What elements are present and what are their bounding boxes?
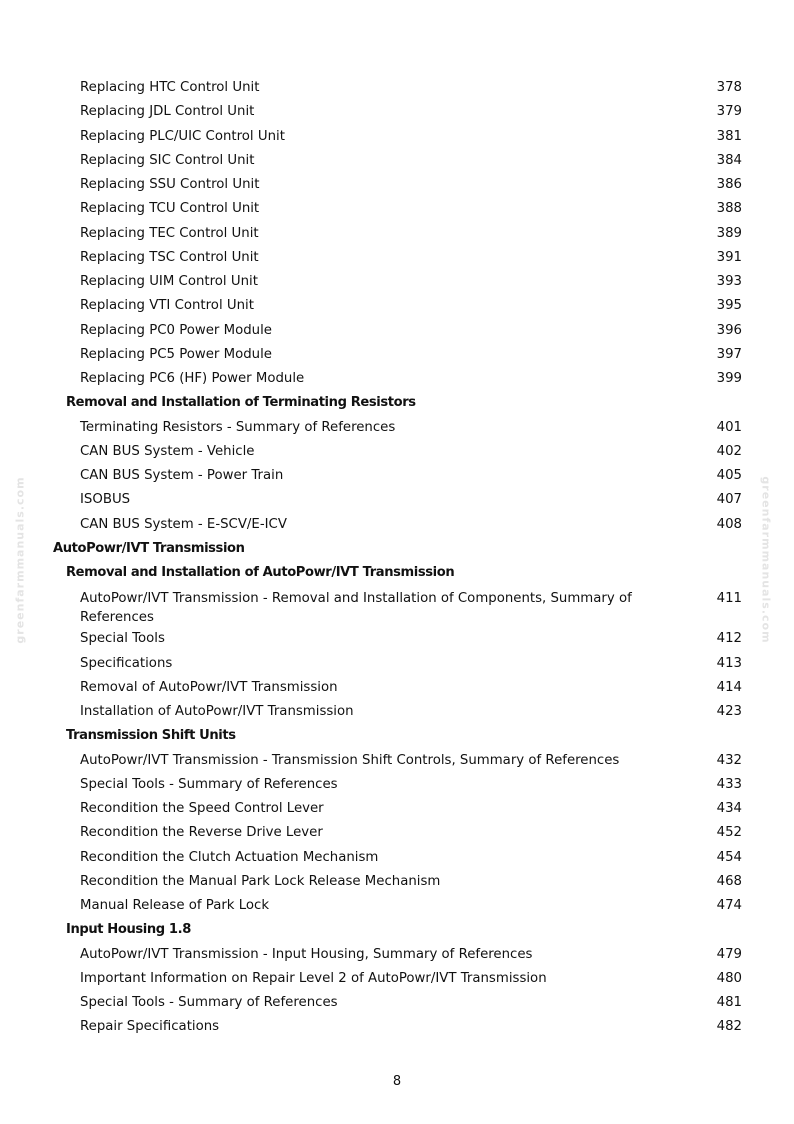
toc-chapter-title: AutoPowr/IVT Transmission [53, 540, 245, 556]
toc-entry[interactable] [0, 100, 794, 124]
toc-entry-page: 412 [716, 631, 742, 647]
toc-entry-page: 378 [716, 80, 742, 95]
toc-entry-title: Replacing TSC Control Unit [80, 249, 259, 265]
toc-entry[interactable] [0, 991, 794, 1015]
toc-entry-page: 386 [716, 177, 742, 192]
toc-entry-page: 408 [716, 516, 742, 532]
toc-entry-title: Replacing UIM Control Unit [80, 274, 258, 289]
toc-entry-page: 381 [716, 128, 742, 144]
toc-entry[interactable] [0, 270, 794, 294]
toc-entry-page: 389 [716, 225, 742, 241]
toc-entry[interactable] [0, 367, 794, 391]
toc-entry-page: 396 [716, 322, 742, 338]
toc-entry-title: Removal of AutoPowr/IVT Transmission [80, 679, 338, 695]
toc-entry[interactable] [0, 319, 794, 343]
toc-entry-title: AutoPowr/IVT Transmission - Transmission Shift Controls, Summary of References [80, 752, 620, 768]
toc-entry[interactable] [0, 652, 794, 676]
toc-entry[interactable] [0, 416, 794, 440]
toc-entry[interactable] [0, 149, 794, 173]
toc-entry-title: Replacing PC0 Power Module [80, 322, 272, 338]
toc-entry[interactable] [0, 749, 794, 773]
toc-entry-page: 388 [716, 201, 742, 217]
toc-entry-page: 482 [716, 1019, 742, 1035]
toc-entry[interactable] [0, 125, 794, 149]
toc-section-title: Removal and Installation of AutoPowr/IVT Transmission [66, 565, 455, 580]
toc-entry-page: 468 [716, 873, 742, 889]
toc-entry-title: CAN BUS System - Power Train [80, 468, 284, 483]
toc-chapter-heading[interactable] [0, 537, 794, 561]
toc-entry[interactable] [0, 1015, 794, 1039]
toc-entry[interactable] [0, 343, 794, 367]
toc-entry-title: CAN BUS System - E-SCV/E-ICV [80, 516, 287, 532]
watermark-left: greenfarmmanuals.com [13, 476, 27, 644]
toc-entry-title: Recondition the Speed Control Lever [80, 801, 324, 816]
toc-entry-page: 434 [716, 801, 742, 816]
toc-entry-title: Terminating Resistors - Summary of References [80, 419, 396, 435]
watermark-right: greenfarmmanuals.com [759, 476, 773, 644]
toc-entry-title: Special Tools [80, 631, 165, 647]
toc-entry-page: 413 [716, 655, 742, 671]
toc-entry[interactable] [0, 488, 794, 512]
toc-entry-title: Replacing PC5 Power Module [80, 346, 272, 362]
toc-entry-page: 432 [716, 752, 742, 768]
toc-entry[interactable] [0, 585, 794, 627]
toc-entry-page: 379 [716, 104, 742, 120]
toc-entry-page: 414 [716, 679, 742, 695]
toc-section-heading[interactable] [0, 918, 794, 942]
toc-section-heading[interactable] [0, 561, 794, 585]
toc-entry[interactable] [0, 870, 794, 894]
toc-entry-page: 399 [716, 371, 742, 386]
toc-entry-title: ISOBUS [80, 492, 131, 508]
toc-entry-title: Replacing TCU Control Unit [80, 201, 260, 217]
toc-entry[interactable] [0, 627, 794, 651]
toc-entry[interactable] [0, 222, 794, 246]
table-of-contents [0, 76, 794, 1040]
toc-entry[interactable] [0, 943, 794, 967]
toc-entry-page: 402 [716, 443, 742, 459]
toc-entry-page: 452 [716, 825, 742, 841]
toc-entry-title: Replacing TEC Control Unit [80, 225, 259, 241]
toc-entry[interactable] [0, 676, 794, 700]
toc-entry-page: 393 [716, 274, 742, 289]
toc-entry[interactable] [0, 700, 794, 724]
page-number: 8 [392, 1074, 402, 1089]
toc-entry-title: Manual Release of Park Lock [80, 898, 270, 913]
toc-entry-title: AutoPowr/IVT Transmission - Removal and Installation of Components, Summary of References [80, 591, 632, 626]
toc-entry-title: Replacing SIC Control Unit [80, 152, 255, 168]
toc-section-heading[interactable] [0, 724, 794, 748]
toc-entry-title: Specifications [80, 655, 173, 671]
toc-entry-page: 407 [716, 492, 742, 508]
toc-entry-title: Replacing PC6 (HF) Power Module [80, 371, 305, 386]
toc-entry[interactable] [0, 440, 794, 464]
toc-entry-title: Installation of AutoPowr/IVT Transmission [80, 704, 354, 719]
toc-entry-page: 384 [716, 152, 742, 168]
toc-entry[interactable] [0, 513, 794, 537]
toc-entry-title: Special Tools - Summary of References [80, 776, 338, 792]
toc-entry-title: Replacing JDL Control Unit [80, 104, 255, 120]
toc-entry-page: 480 [716, 970, 742, 986]
toc-entry[interactable] [0, 821, 794, 845]
toc-entry-page: 423 [716, 704, 742, 719]
toc-entry-page: 433 [716, 776, 742, 792]
toc-entry[interactable] [0, 773, 794, 797]
toc-entry-page: 411 [716, 591, 742, 607]
toc-entry-title: AutoPowr/IVT Transmission - Input Housing, Summary of References [80, 946, 533, 962]
toc-entry-page: 391 [716, 249, 742, 265]
toc-entry-title: Important Information on Repair Level 2 of AutoPowr/IVT Transmission [80, 970, 547, 986]
toc-entry-page: 395 [716, 298, 742, 314]
toc-entry-title: Replacing PLC/UIC Control Unit [80, 128, 285, 144]
toc-entry[interactable] [0, 246, 794, 270]
toc-entry[interactable] [0, 894, 794, 918]
toc-section-title: Input Housing 1.8 [66, 922, 191, 938]
toc-section-title: Transmission Shift Units [66, 728, 236, 744]
toc-entry[interactable] [0, 967, 794, 991]
toc-entry-title: Repair Specifications [80, 1019, 220, 1035]
toc-entry-page: 479 [716, 946, 742, 962]
toc-entry-title: Replacing HTC Control Unit [80, 80, 260, 95]
toc-entry-title: Recondition the Reverse Drive Lever [80, 825, 323, 841]
toc-entry-title: Recondition the Clutch Actuation Mechanism [80, 849, 379, 865]
toc-entry-title: Special Tools - Summary of References [80, 995, 338, 1010]
toc-entry-title: Recondition the Manual Park Lock Release Mechanism [80, 873, 441, 889]
toc-entry-page: 405 [716, 468, 742, 483]
toc-entry[interactable] [0, 76, 794, 100]
toc-entry[interactable] [0, 173, 794, 197]
toc-entry-page: 401 [716, 419, 742, 435]
toc-section-heading[interactable] [0, 391, 794, 415]
toc-entry-page: 397 [716, 346, 742, 362]
toc-entry-title: Replacing SSU Control Unit [80, 177, 260, 192]
toc-section-title: Removal and Installation of Terminating Resistors [66, 395, 416, 411]
toc-entry[interactable] [0, 797, 794, 821]
toc-entry-page: 454 [716, 849, 742, 865]
toc-entry-page: 474 [716, 898, 742, 913]
toc-entry-page: 481 [716, 995, 742, 1010]
toc-entry-title: Replacing VTI Control Unit [80, 298, 254, 314]
toc-entry[interactable] [0, 846, 794, 870]
toc-entry-title: CAN BUS System - Vehicle [80, 443, 255, 459]
toc-entry[interactable] [0, 464, 794, 488]
toc-entry[interactable] [0, 294, 794, 318]
toc-entry[interactable] [0, 197, 794, 221]
